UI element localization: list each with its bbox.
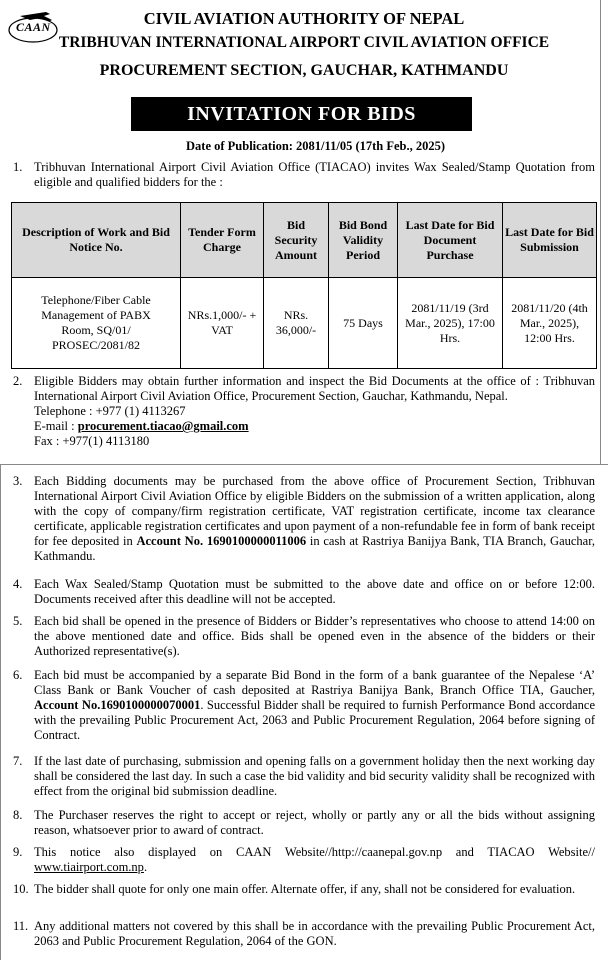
item-text: Each bid must be accompanied by a separate Bid Bond in the form of a bank guarantee of the Nepalese ‘A’ Class Bank or Bank Voucher of cash deposited at Rastriya Banijya Bank, Branch Office TIA, Gaucher, bbox=[34, 668, 595, 697]
email-link[interactable]: procurement.tiacao@gmail.com bbox=[77, 419, 249, 433]
table-row bbox=[12, 278, 597, 369]
notice-item-4 bbox=[13, 577, 595, 607]
divider bbox=[0, 464, 608, 465]
divider bbox=[600, 0, 601, 464]
publication-date: Date of Publication: 2081/11/05 (17th Feb., 2025) bbox=[186, 139, 446, 153]
notice-item-8 bbox=[13, 808, 595, 838]
table-cell-submission: 2081/11/20 (4th Mar., 2025), 12:00 Hrs. bbox=[503, 278, 597, 369]
email-label: E-mail : bbox=[34, 419, 78, 433]
notice-item-5 bbox=[13, 614, 595, 659]
table-cell-security: NRs. 36,000/- bbox=[264, 278, 329, 369]
logo-text: CAAN bbox=[16, 20, 51, 34]
item-number: 1. bbox=[13, 160, 23, 174]
item-number: 6. bbox=[13, 668, 23, 682]
notice-item-2 bbox=[13, 374, 595, 449]
account-number: Account No.1690100000070001 bbox=[34, 698, 201, 712]
fax-line: Fax : +977(1) 4113180 bbox=[34, 434, 150, 448]
section-title: PROCUREMENT SECTION, GAUCHAR, KATHMANDU bbox=[99, 62, 509, 79]
table-cell-description: Telephone/Fiber Cable Management of PABX Room, SQ/01/ PROSEC/2081/82 bbox=[12, 278, 181, 369]
table-header: Bid Bond Validity Period bbox=[329, 203, 398, 278]
table-cell-purchase: 2081/11/19 (3rd Mar., 2025), 17:00 Hrs. bbox=[398, 278, 503, 369]
office-title: TRIBHUVAN INTERNATIONAL AIRPORT CIVIL AVIATION OFFICE bbox=[58, 34, 550, 51]
item-text: in cash at Rastriya Banijya Bank, TIA Branch, Gauchar, Kathmandu. bbox=[34, 534, 595, 563]
item-number: 9. bbox=[13, 845, 23, 859]
table-header: Last Date for Bid Document Purchase bbox=[398, 203, 503, 278]
item-text: Each Bidding documents may be purchased from the above office of Procurement Section, Tribhuvan International Airport Civil Aviation Office by eligible Bidders on the submission of a written application, along with the copy of company/firm registration certificate, VAT registration certificate, income tax clearance certificate, applicable registration certificates and upon payment of a non-refundable fee in form of bank receipt for fee deposited in bbox=[34, 474, 595, 548]
notice-item-10 bbox=[13, 882, 595, 897]
item-number: 10. bbox=[13, 882, 29, 896]
account-number: Account No. 1690100000011006 bbox=[136, 534, 307, 548]
authority-title: CIVIL AVIATION AUTHORITY OF NEPAL bbox=[143, 9, 465, 28]
bids-table bbox=[11, 202, 597, 369]
item-text: . bbox=[143, 860, 148, 874]
item-number: 8. bbox=[13, 808, 23, 822]
item-number: 5. bbox=[13, 614, 23, 628]
item-number: 3. bbox=[13, 474, 23, 488]
item-text: The Purchaser reserves the right to accept or reject, wholly or partly any or all the bids without assigning reason, whatsoever prior to award of contract. bbox=[34, 808, 595, 837]
table-cell-charge: NRs.1,000/- + VAT bbox=[181, 278, 264, 369]
notice-item-6 bbox=[13, 668, 595, 743]
table-header: Bid Security Amount bbox=[264, 203, 329, 278]
item-text: If the last date of purchasing, submission and opening falls on a government holiday then the next working day shall be considered the last day. In such a case the bid validity and bid security validity shall be recognized with effect from the original bid submission deadline. bbox=[34, 754, 595, 798]
table-header: Description of Work and Bid Notice No. bbox=[12, 203, 181, 278]
item-text: Any additional matters not covered by this shall be in accordance with the prevailing Public Procurement Act, 2063 and Public Procurement Regulation, 2064 of the GON. bbox=[34, 919, 595, 948]
notice-item-9 bbox=[13, 845, 595, 875]
notice-item-11 bbox=[13, 919, 595, 949]
email-line bbox=[34, 419, 595, 434]
item-number: 4. bbox=[13, 577, 23, 591]
item-text: The bidder shall quote for only one main offer. Alternate offer, if any, shall not be considered for evaluation. bbox=[34, 882, 576, 896]
item-text: Tribhuvan International Airport Civil Aviation Office (TIACAO) invites Wax Sealed/Stamp Quotation from eligible and qualified bidders for the : bbox=[34, 160, 595, 189]
divider bbox=[0, 464, 1, 960]
banner-title: INVITATION FOR BIDS bbox=[131, 97, 472, 131]
item-text: This notice also displayed on CAAN Website//http://caanepal.gov.np and TIACAO Website// bbox=[34, 845, 595, 859]
website-link[interactable]: www.tiairport.com.np bbox=[34, 860, 144, 874]
table-header: Last Date for Bid Submission bbox=[503, 203, 597, 278]
notice-item-3 bbox=[13, 474, 595, 564]
telephone-line: Telephone : +977 (1) 4113267 bbox=[34, 404, 186, 418]
item-text: Each Wax Sealed/Stamp Quotation must be submitted to the above date and office on or before 12:00. Documents received after this deadline will not be accepted. bbox=[34, 577, 595, 606]
item-text: Eligible Bidders may obtain further information and inspect the Bid Documents at the office of : Tribhuvan International Airport Civil Aviation Office, Procurement Section, Gauchar, Kathmandu, Nepal. bbox=[34, 374, 595, 403]
item-text: . Successful Bidder shall be required to furnish Performance Bond accordance with the prevailing Public Procurement Act, 2063 and Public Procurement Regulation, 2064 before signing of Contract. bbox=[34, 698, 596, 742]
item-number: 7. bbox=[13, 754, 23, 768]
table-header-row bbox=[12, 203, 597, 278]
item-number: 2. bbox=[13, 374, 23, 388]
notice-item-1 bbox=[13, 160, 595, 190]
item-text: Each bid shall be opened in the presence of Bidders or Bidder’s representatives who choose to attend 14:00 on the above mentioned date and office. Bids shall be opened even in the absence of the bidders or their Authorized representative(s). bbox=[34, 614, 595, 658]
item-number: 11. bbox=[13, 919, 29, 933]
table-header: Tender Form Charge bbox=[181, 203, 264, 278]
table-cell-validity: 75 Days bbox=[329, 278, 398, 369]
notice-item-7 bbox=[13, 754, 595, 799]
